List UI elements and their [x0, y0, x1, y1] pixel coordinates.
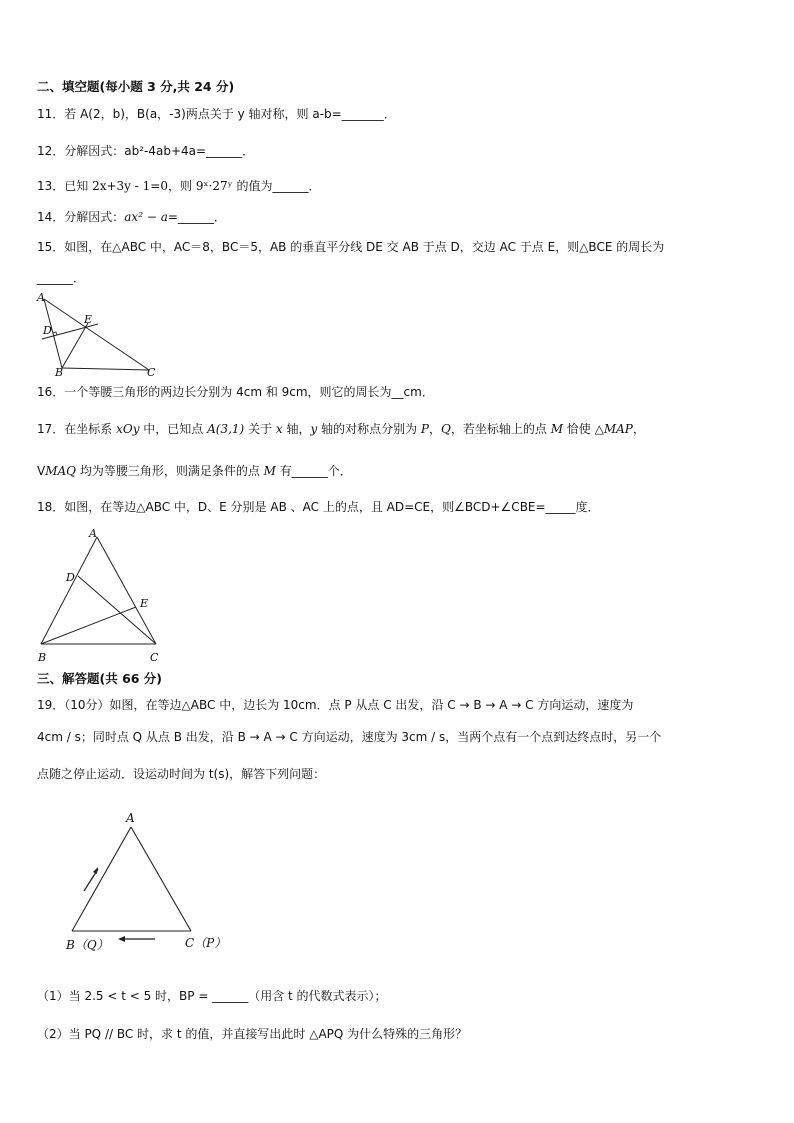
question-13-expression: 9ˣ·27ʸ [195, 179, 233, 193]
label-d: D [66, 571, 75, 584]
label-e: E [84, 313, 93, 326]
question-17-line-1 [37, 421, 645, 437]
q17-text: ， [429, 422, 442, 436]
question-19-line-3: 点随之停止运动．设运动时间为 t(s)，解答下列问题： [37, 767, 326, 781]
question-15: 15．如图，在△ABC 中，AC＝8，BC＝5，AB 的垂直平分线 DE 交 AB 于点 D，交边 AC 于点 E，则△BCE 的周长为 [37, 240, 665, 254]
question-15-blank: ______． [37, 271, 86, 285]
question-16: 16．一个等腰三角形的两边长分别为 4cm 和 9cm，则它的周长为__cm． [37, 385, 434, 399]
question-13-suffix: 的值为______． [232, 179, 321, 193]
question-14-expression: ax² − a [124, 210, 168, 224]
q17-coordinate-system: xOy [116, 422, 140, 436]
figure-q18-triangle [34, 525, 166, 667]
arrow-head-left-icon [118, 936, 125, 942]
question-19-sub-2: （2）当 PQ // BC 时，求 t 的值，并直接写出此时 △APQ 为什么特殊的三角形？ [37, 1027, 468, 1041]
q17-point-m: M [263, 464, 276, 478]
question-19-sub-1: （1）当 2.5 < t < 5 时，BP = ______（用含 t 的代数式表示）； [37, 989, 387, 1003]
question-19-line-2: 4cm / s；同时点 Q 从点 B 出发，沿 B → A → C 方向运动，速度为 3cm / s，当两个点有一个点到达终点时，另一个 [37, 730, 662, 744]
arrow-head-up-icon [93, 867, 98, 874]
question-12: 12．分解因式：ab²-4ab+4a=______． [37, 144, 255, 158]
figure-q19-triangle [60, 806, 235, 956]
label-b: B [55, 366, 64, 378]
section-title-fill-in: 二、填空题(每小题 3 分,共 24 分) [37, 79, 235, 94]
question-13 [37, 178, 321, 194]
q17-point-m: M [550, 422, 563, 436]
label-a: A [89, 527, 97, 540]
q17-text: 中，已知点 [139, 422, 208, 436]
q17-text: 恰使 △ [562, 422, 604, 436]
q17-point-q: Q [441, 422, 451, 436]
segment-ab [41, 537, 97, 644]
question-14-prefix: 14．分解因式： [37, 210, 125, 224]
q17-text: 有______个． [275, 464, 352, 478]
q17-x-axis: x [275, 422, 283, 436]
q17-text: ，若坐标轴上的点 [450, 422, 551, 436]
segment-cd [78, 576, 156, 644]
segment-ab [72, 827, 131, 931]
question-18: 18．如图，在等边△ABC 中，D、E 分别是 AB 、AC 上的点，且 AD=CE，则∠BCD+∠CBE=_____度． [37, 500, 600, 514]
label-e: E [140, 597, 149, 610]
question-17-line-2 [37, 463, 352, 479]
q17-text: 关于 [244, 422, 276, 436]
q17-y-axis: y [310, 422, 318, 436]
segment-be [41, 607, 136, 644]
label-b: B [38, 651, 47, 664]
question-14-suffix: =______． [167, 210, 226, 224]
section-title-answer: 三、解答题(共 66 分) [37, 671, 163, 686]
question-13-prefix: 13．已知 [37, 179, 93, 193]
segment-ac [131, 827, 191, 931]
figure-q15-triangle [34, 290, 164, 378]
label-c: C [147, 366, 156, 378]
label-c-p: C（P） [185, 936, 227, 950]
question-11: 11．若 A(2，b)，B(a，-3)两点关于 y 轴对称，则 a-b=_______． [37, 107, 396, 121]
question-13-equation: 2x+3y - 1=0 [92, 179, 168, 193]
label-b-q: B（Q） [66, 938, 109, 952]
q17-triangle-map: MAP [603, 422, 633, 436]
q17-text: ， [632, 422, 645, 436]
label-a: A [37, 291, 45, 304]
question-14 [37, 209, 226, 225]
question-19-line-1: 19．（10分）如图，在等边△ABC 中，边长为 10cm．点 P 从点 C 出发，沿 C → B → A → C 方向运动，速度为 [37, 698, 634, 712]
q17-text: 均为等腰三角形，则满足条件的点 [76, 464, 264, 478]
q17-triangle-symbol: V [37, 464, 46, 478]
q17-triangle-maq: MAQ [45, 464, 77, 478]
q17-point-a: A(3,1) [207, 422, 245, 436]
q17-point-p: P [420, 422, 429, 436]
question-13-mid: ，则 [167, 179, 196, 193]
segment-ac [97, 537, 156, 644]
label-c: C [150, 651, 159, 664]
label-d: D [43, 324, 52, 337]
segment-bc [62, 368, 149, 370]
q17-text: 轴， [282, 422, 311, 436]
q17-prefix: 17．在坐标系 [37, 422, 117, 436]
label-a: A [126, 811, 135, 825]
q17-text: 轴的对称点分别为 [317, 422, 421, 436]
